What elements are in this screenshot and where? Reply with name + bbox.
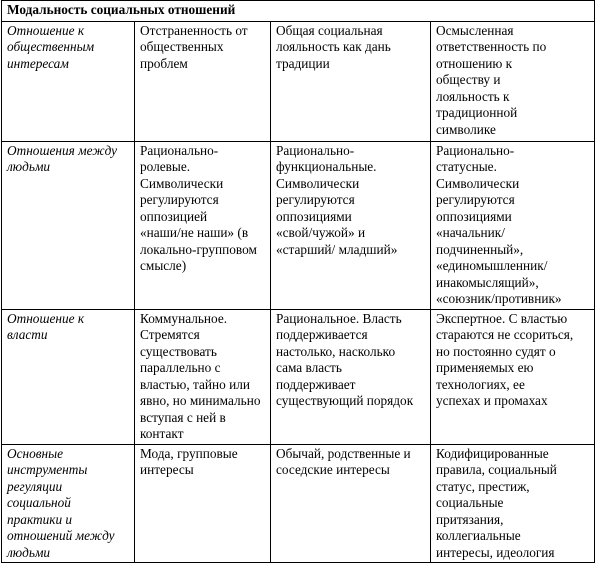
table-cell: Отстраненность от общественных проблем <box>135 21 271 141</box>
table-row <box>2 444 595 563</box>
table-cell: Обычай, родственные и соседские интересы <box>271 444 431 563</box>
table-title: Модальность социальных отношений <box>2 1 595 22</box>
table-cell: Рационально- функциональные. Символически регулируются оппозициями «свой/чужой» и «старший/ младший» <box>271 141 431 309</box>
row-label: Основные инструменты регуляции социальной практики и отношений между людьми <box>2 444 135 563</box>
row-label: Отношения между людьми <box>2 141 135 309</box>
table-cell: Общая социальная лояльность как дань традиции <box>271 21 431 141</box>
table-cell: Кодифицированные правила, социальный статус, престиж, социальные притязания, коллегиальные интересы, идеология <box>431 444 595 563</box>
table-cell: Рационально- статусные. Символически регулируются оппозициями «начальник/ подчиненный», «единомышленник/ инакомыслящий», «союзник/противник» <box>431 141 595 309</box>
table-cell: Мода, групповые интересы <box>135 444 271 563</box>
table-cell: Осмысленная ответственность по отношению к обществу и лояльность к традиционной символике <box>431 21 595 141</box>
row-label: Отношение к общественным интересам <box>2 21 135 141</box>
table-row <box>2 309 595 444</box>
table-row <box>2 141 595 309</box>
table-cell: Рациональное. Власть поддерживается настолько, насколько сама власть поддерживает существующий порядок <box>271 309 431 444</box>
table-cell: Экспертное. С властью стараются не ссориться, но постоянно судят о применяемых ею технологиях, ее успехах и промахах <box>431 309 595 444</box>
table-row <box>2 21 595 141</box>
social-relations-table <box>1 0 595 563</box>
table-cell: Коммунальное. Стремятся существовать параллельно с властью, тайно или явно, но минимально вступая с ней в контакт <box>135 309 271 444</box>
table-header-row <box>2 1 595 22</box>
row-label: Отношение к власти <box>2 309 135 444</box>
table-cell: Рационально- ролевые. Символически регулируются оппозицией «наши/не наши» (в локально-групповом смысле) <box>135 141 271 309</box>
